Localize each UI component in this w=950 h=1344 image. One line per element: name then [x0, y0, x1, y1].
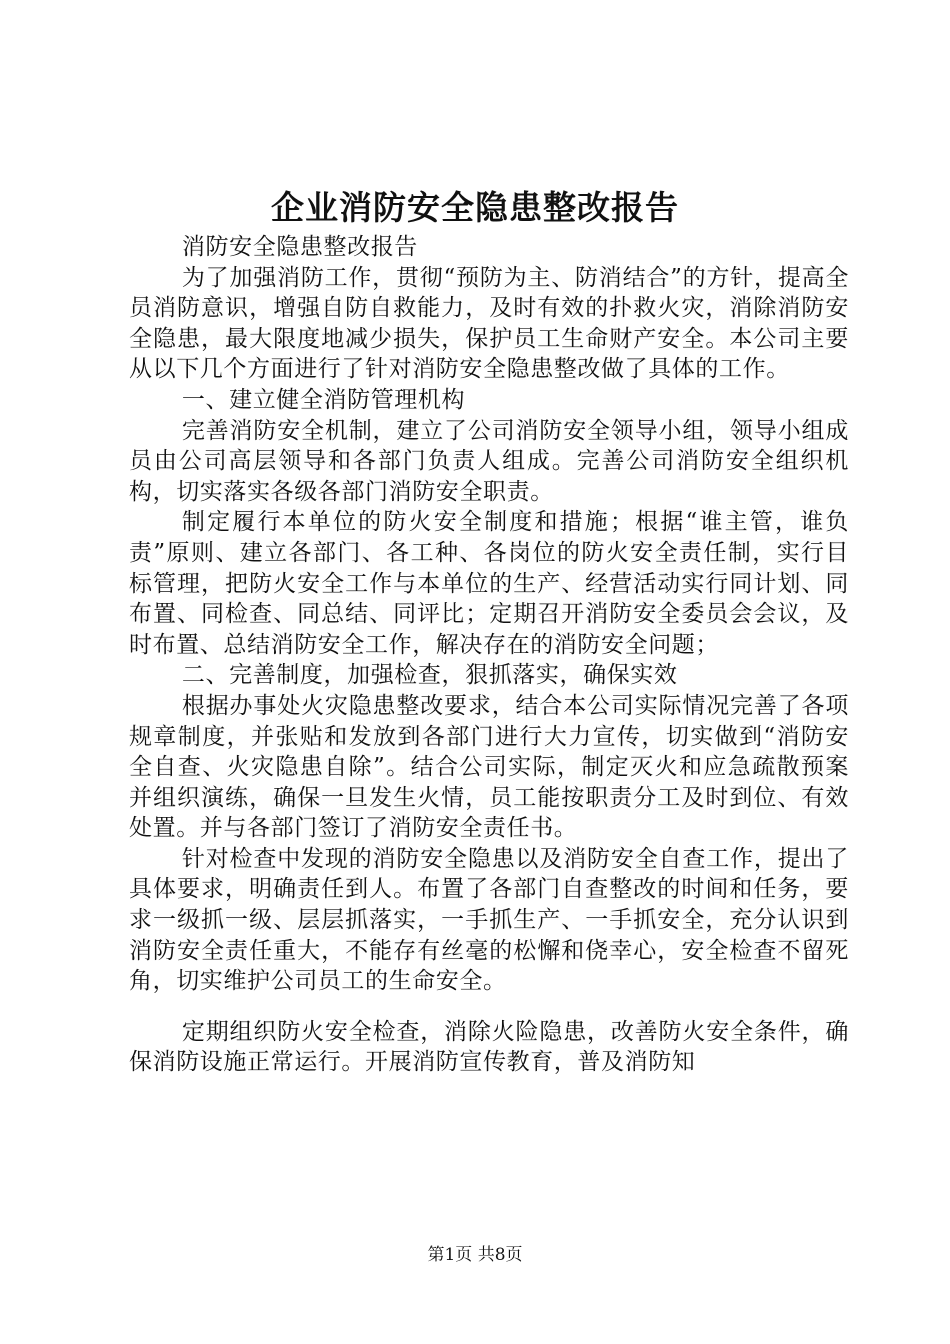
- paragraph-subtitle: 消防安全隐患整改报告: [181, 234, 418, 260]
- paragraph-intro: 为了加强消防工作，贯彻“预防为主、防消结合”的方针，提高全员消防意识，增强自防自救能力，及时有效的扑救火灾，消除消防安全隐患，最大限度地减少损失，保护员工生命财产安全。本公司主要从以下几个方面进行了针对消防安全隐患整改做了具体的工作。: [129, 264, 849, 383]
- section-heading-2: 二、完善制度，加强检查，狠抓落实，确保实效: [181, 662, 678, 689]
- paragraph: 定期组织防火安全检查，消除火险隐患，改善防火安全条件，确保消防设施正常运行。开展消防宣传教育，普及消防知: [129, 1018, 849, 1076]
- section-heading-1: 一、建立健全消防管理机构: [181, 386, 466, 413]
- paragraph: 根据办事处火灾隐患整改要求，结合本公司实际情况完善了各项规章制度，并张贴和发放到各部门进行大力宣传，切实做到“消防安全自查、火灾隐患自除”。结合公司实际，制定灭火和应急疏散预案并组织演练，确保一旦发生火情，员工能按职责分工及时到位、有效处置。并与各部门签订了消防安全责任书。: [129, 692, 849, 842]
- page-footer: 第1页 共8页: [427, 1245, 523, 1265]
- paragraph: 完善消防安全机制，建立了公司消防安全领导小组，领导小组成员由公司高层领导和各部门负责人组成。完善公司消防安全组织机构，切实落实各级各部门消防安全职责。: [129, 417, 849, 505]
- paragraph: 制定履行本单位的防火安全制度和措施；根据“谁主管，谁负责”原则、建立各部门、各工种、各岗位的防火安全责任制，实行目标管理，把防火安全工作与本单位的生产、经营活动实行同计划、同布置、同检查、同总结、同评比；定期召开消防安全委员会会议，及时布置、总结消防安全工作，解决存在的消防安全问题；: [129, 509, 849, 658]
- document-title: 企业消防安全隐患整改报告: [271, 188, 679, 227]
- document-body: [129, 232, 849, 1078]
- paragraph: 针对检查中发现的消防安全隐患以及消防安全自查工作，提出了具体要求，明确责任到人。布置了各部门自查整改的时间和任务，要求一级抓一级、层层抓落实，一手抓生产、一手抓安全，充分认识到消防安全责任重大，不能存有丝毫的松懈和侥幸心，安全检查不留死角，切实维护公司员工的生命安全。: [129, 845, 849, 995]
